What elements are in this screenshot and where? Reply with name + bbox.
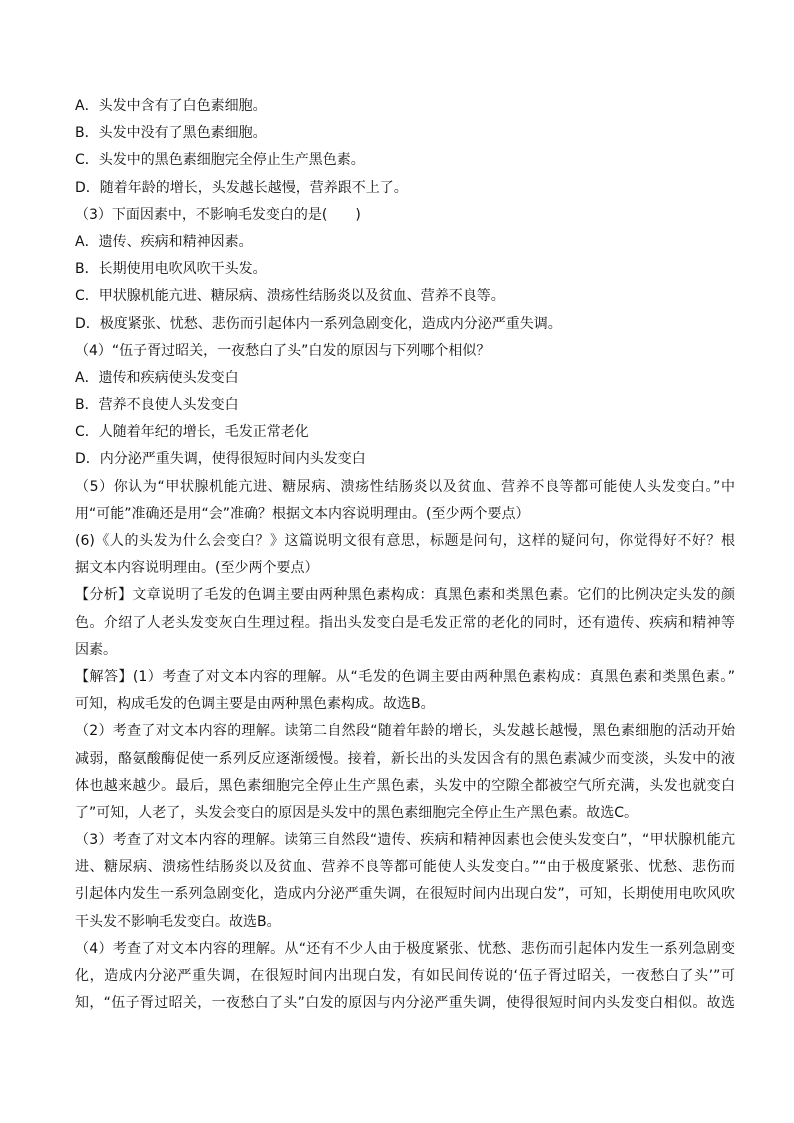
q2-option-b: B．头发中没有了黑色素细胞。: [75, 125, 267, 142]
answer-1-line-1: 【解答】(1）考查了对文本内容的理解。从“毛发的色调主要由两种黑色素构成：真黑色素和类黑色素。”: [75, 668, 735, 685]
q4-option-d: D．内分泌严重失调，使得很短时间内头发变白: [75, 451, 366, 468]
answer-4-line-3: 知，“伍子胥过昭关，一夜愁白了头”白发的原因与内分泌严重失调，使得很短时间内头发变白相似。故选: [75, 995, 735, 1012]
q4-option-a: A．遗传和疾病使头发变白: [75, 369, 239, 386]
answer-2-line-2: 减弱，酪氨酸酶促使一系列反应逐渐缓慢。接着，新长出的头发因含有的黑色素减少而变淡，头发中的液: [75, 750, 735, 767]
q2-option-d: D．随着年龄的增长，头发越长越慢，营养跟不上了。: [75, 179, 408, 196]
q6-stem-line-2: 据文本内容说明理由。(至少两个要点）: [75, 560, 319, 577]
answer-2-line-4: 了”可知，人老了，头发会变白的原因是头发中的黑色素细胞完全停止生产黑色素。故选C。: [75, 804, 639, 821]
q6-stem-line-1: (6)《人的头发为什么会变白？》这篇说明文很有意思，标题是问句，这样的疑问句，你觉得好不好？根: [75, 533, 735, 549]
answer-3-line-3: 引起体内发生一系列急剧变化，造成内分泌严重失调，在很短时间内出现白发”，可知，长期使用电吹风吹: [75, 886, 735, 903]
answer-4-line-1: （4）考查了对文本内容的理解。从“还有不少人由于极度紧张、忧愁、悲伤而引起体内发生一系列急剧变: [75, 940, 735, 957]
q4-stem: （4）“伍子胥过昭关，一夜愁白了头”白发的原因与下列哪个相似？: [75, 342, 491, 359]
q3-option-d: D．极度紧张、忧愁、悲伤而引起体内一系列急剧变化，造成内分泌严重失调。: [75, 315, 562, 332]
answer-2-line-1: （2）考查了对文本内容的理解。读第二自然段“随着年龄的增长，头发越长越慢，黑色素细胞的活动开始: [75, 723, 735, 740]
q4-option-b: B．营养不良使人头发变白: [75, 397, 239, 414]
analysis-line-1: 【分析】文章说明了毛发的色调主要由两种黑色素构成：真黑色素和类黑色素。它们的比例决定头发的颜: [75, 587, 735, 604]
q4-option-c: C．人随着年纪的增长，毛发正常老化: [75, 424, 309, 441]
answer-1-line-2: 可知，构成毛发的色调主要是由两种黑色素构成。故选B。: [75, 696, 435, 713]
analysis-line-3: 因素。: [75, 641, 117, 658]
q5-stem-line-2: 用“可能”准确还是用“会”准确？根据文本内容说明理由。(至少两个要点）: [75, 505, 530, 522]
q3-option-b: B．长期使用电吹风吹干头发。: [75, 261, 267, 278]
answer-4-line-2: 化，造成内分泌严重失调，在很短时间内出现白发，有如民间传说的‘伍子胥过昭关，一夜愁白了头’”可: [75, 968, 735, 984]
q3-option-c: C．甲状腺机能亢进、糖尿病、溃疡性结肠炎以及贫血、营养不良等。: [75, 288, 505, 305]
answer-3-line-4: 干头发不影响毛发变白。故选B。: [75, 913, 281, 930]
q5-stem-line-1: （5）你认为“甲状腺机能亢进、糖尿病、溃疡性结肠炎以及贫血、营养不良等都可能使人头发变白。”中: [75, 478, 735, 495]
answer-3-line-1: （3）考查了对文本内容的理解。读第三自然段“遗传、疾病和精神因素也会使头发变白”，“甲状腺机能亢: [75, 832, 735, 849]
q2-option-a: A．头发中含有了白色素细胞。: [75, 98, 267, 114]
answer-2-line-3: 体也越来越少。最后，黑色素细胞完全停止生产黑色素，头发中的空隙全都被空气所充满，头发也就变白: [75, 777, 735, 794]
analysis-line-2: 色。介绍了人老头发变灰白生理过程。指出头发变白是毛发正常的老化的同时，还有遗传、疾病和精神等: [75, 614, 735, 631]
answer-3-line-2: 进、糖尿病、溃疡性结肠炎以及贫血、营养不良等都可能使人头发变白。”“由于极度紧张、忧愁、悲伤而: [75, 859, 735, 876]
q3-option-a: A．遗传、疾病和精神因素。: [75, 233, 253, 250]
question-content: [75, 93, 735, 1017]
q3-stem: （3）下面因素中，不影响毛发变白的是( ): [75, 206, 361, 223]
q2-option-c: C．头发中的黑色素细胞完全停止生产黑色素。: [75, 152, 365, 169]
